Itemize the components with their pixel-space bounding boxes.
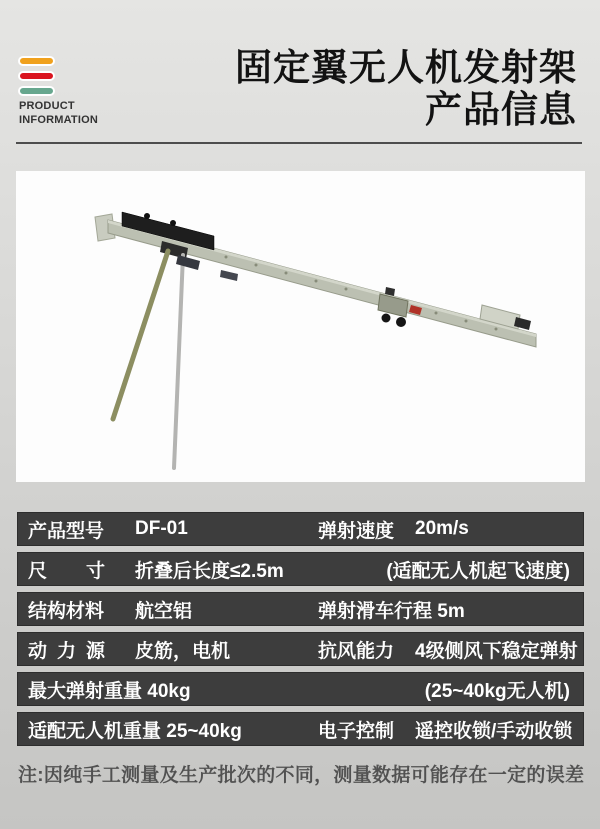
brand-line2: INFORMATION bbox=[19, 113, 98, 126]
product-photo-panel bbox=[16, 171, 585, 482]
spec-value: 弹射滑车行程 5m bbox=[318, 600, 465, 622]
spec-value: 20m/s bbox=[415, 518, 469, 539]
logo-bar-orange-icon bbox=[18, 56, 55, 66]
brand-line1: PRODUCT bbox=[19, 100, 75, 112]
page-title bbox=[235, 47, 577, 131]
spec-label: 最大弹射重量 40kg bbox=[28, 680, 191, 702]
measurement-note: 注:因纯手工测量及生产批次的不同，测量数据可能存在一定的误差 bbox=[18, 765, 585, 786]
logo-bar-teal-icon bbox=[18, 86, 55, 96]
spec-row-product-model bbox=[17, 512, 584, 546]
spec-label: 尺 寸 bbox=[28, 560, 105, 582]
spec-value: 折叠后长度≤2.5m bbox=[135, 560, 284, 582]
spec-row-uav-weight bbox=[17, 712, 584, 746]
page-title-line1: 固定翼无人机发射架 bbox=[235, 47, 577, 88]
spec-row-dimensions bbox=[17, 552, 584, 586]
spec-label: 电子控制 bbox=[318, 720, 395, 742]
spec-value: DF-01 bbox=[135, 518, 188, 539]
spec-value: (适配无人机起飞速度) bbox=[386, 560, 570, 582]
spec-value: 航空铝 bbox=[135, 600, 193, 622]
logo-bar-red-icon bbox=[18, 71, 55, 81]
brand-text bbox=[19, 100, 98, 127]
brand-logo bbox=[18, 56, 55, 101]
spec-value: (25~40kg无人机) bbox=[424, 680, 570, 702]
spec-label: 结构材料 bbox=[28, 600, 105, 622]
spec-value: 遥控收锁/手动收锁 bbox=[415, 720, 573, 742]
spec-row-material bbox=[17, 592, 584, 626]
spec-label: 弹射速度 bbox=[318, 520, 395, 542]
spec-label: 动 力 源 bbox=[28, 640, 105, 662]
specs-table bbox=[17, 512, 584, 752]
spec-label: 抗风能力 bbox=[318, 640, 395, 662]
spec-row-max-launch-weight bbox=[17, 672, 584, 706]
spec-value: 4级侧风下稳定弹射 bbox=[415, 640, 578, 662]
spec-value: 皮筋，电机 bbox=[135, 640, 231, 662]
spec-row-power-source bbox=[17, 632, 584, 666]
product-photo bbox=[16, 171, 585, 482]
spec-label: 适配无人机重量 25~40kg bbox=[28, 720, 242, 742]
page-title-line2: 产品信息 bbox=[425, 89, 577, 130]
spec-label: 产品型号 bbox=[28, 520, 105, 542]
header-divider bbox=[16, 142, 582, 144]
